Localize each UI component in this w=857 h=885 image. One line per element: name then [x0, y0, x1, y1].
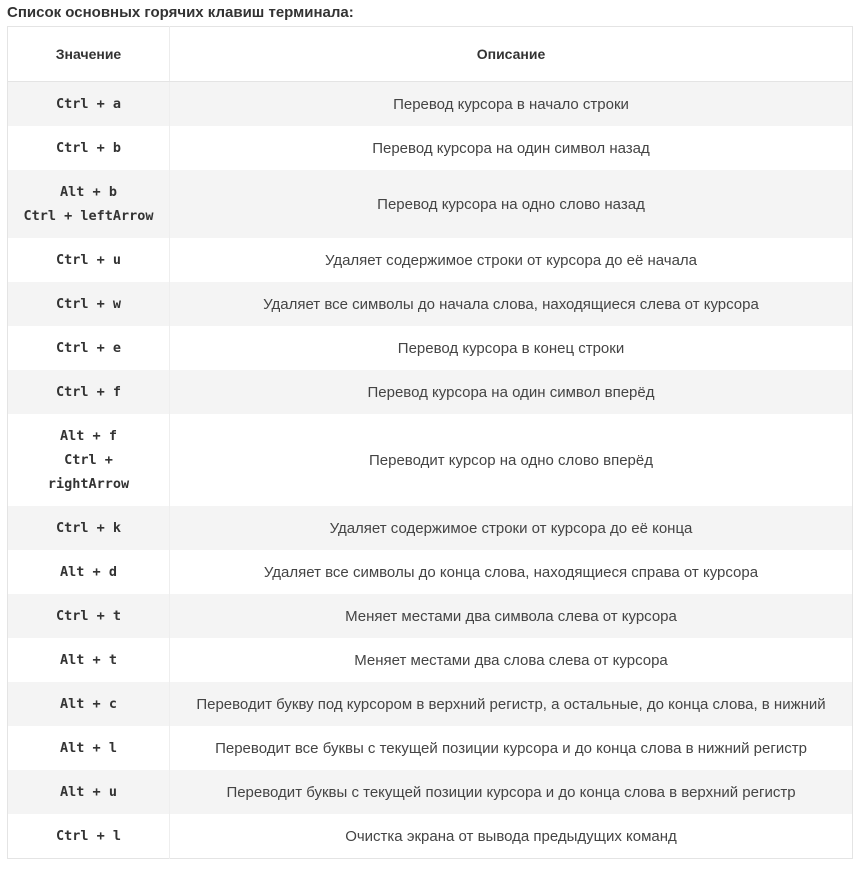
table-row [8, 726, 853, 770]
description-cell: Удаляет все символы до конца слова, находящиеся справа от курсора [170, 550, 853, 594]
table-row [8, 638, 853, 682]
table-row [8, 682, 853, 726]
hotkey-cell: Alt + f Ctrl + rightArrow [8, 414, 170, 506]
hotkey-cell: Alt + u [8, 770, 170, 814]
description-cell: Переводит букву под курсором в верхний регистр, а остальные, до конца слова, в нижний [170, 682, 853, 726]
table-row [8, 550, 853, 594]
description-cell: Перевод курсора в конец строки [170, 326, 853, 370]
column-header-description: Описание [170, 27, 853, 82]
hotkey-cell: Ctrl + b [8, 126, 170, 170]
table-row [8, 238, 853, 282]
description-cell: Переводит все буквы с текущей позиции курсора и до конца слова в нижний регистр [170, 726, 853, 770]
table-row [8, 126, 853, 170]
column-header-key: Значение [8, 27, 170, 82]
description-cell: Удаляет содержимое строки от курсора до её конца [170, 506, 853, 550]
description-cell: Перевод курсора на одно слово назад [170, 170, 853, 238]
header-row [8, 27, 853, 82]
hotkey-cell: Ctrl + k [8, 506, 170, 550]
description-cell: Перевод курсора в начало строки [170, 82, 853, 127]
table-caption: Список основных горячих клавиш терминала: [7, 4, 354, 21]
table-row [8, 370, 853, 414]
hotkey-cell: Alt + c [8, 682, 170, 726]
table-row [8, 594, 853, 638]
hotkey-cell: Alt + b Ctrl + leftArrow [8, 170, 170, 238]
table-row [8, 814, 853, 859]
table-row [8, 282, 853, 326]
description-cell: Очистка экрана от вывода предыдущих команд [170, 814, 853, 859]
table-body [8, 82, 853, 859]
table-row [8, 82, 853, 127]
description-cell: Переводит курсор на одно слово вперёд [170, 414, 853, 506]
hotkey-cell: Ctrl + t [8, 594, 170, 638]
table-header [8, 27, 853, 82]
hotkey-cell: Alt + d [8, 550, 170, 594]
table-row [8, 414, 853, 506]
hotkey-cell: Ctrl + e [8, 326, 170, 370]
table-row [8, 326, 853, 370]
description-cell: Перевод курсора на один символ назад [170, 126, 853, 170]
table-row [8, 170, 853, 238]
hotkey-cell: Ctrl + w [8, 282, 170, 326]
description-cell: Перевод курсора на один символ вперёд [170, 370, 853, 414]
description-cell: Переводит буквы с текущей позиции курсора и до конца слова в верхний регистр [170, 770, 853, 814]
hotkey-cell: Alt + t [8, 638, 170, 682]
description-cell: Удаляет содержимое строки от курсора до её начала [170, 238, 853, 282]
description-cell: Удаляет все символы до начала слова, находящиеся слева от курсора [170, 282, 853, 326]
hotkey-cell: Ctrl + f [8, 370, 170, 414]
description-cell: Меняет местами два слова слева от курсора [170, 638, 853, 682]
hotkey-cell: Ctrl + a [8, 82, 170, 127]
table-row [8, 506, 853, 550]
table-row [8, 770, 853, 814]
hotkey-cell: Alt + l [8, 726, 170, 770]
hotkey-cell: Ctrl + u [8, 238, 170, 282]
description-cell: Меняет местами два символа слева от курсора [170, 594, 853, 638]
hotkey-cell: Ctrl + l [8, 814, 170, 859]
hotkeys-table [7, 26, 853, 859]
